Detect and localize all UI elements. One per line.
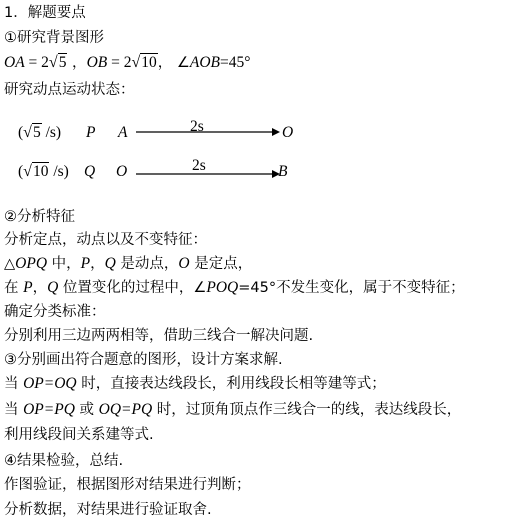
step2-line2: △OPQ 中，P，Q 是动点，O 是定点， — [4, 255, 253, 272]
step2-line1: 分析定点，动点以及不变特征： — [4, 232, 207, 248]
motion-row-p — [0, 118, 531, 152]
start-point-o: O — [116, 163, 128, 180]
oa-radical: √5 — [48, 54, 67, 71]
step2-line3: 在 P，Q 位置变化的过程中，∠POQ=45°不发生变化，属于不变特征； — [4, 279, 465, 296]
motion-arrow-p — [134, 118, 282, 152]
step4-line1: 作图验证，根据图形对结果进行判断； — [4, 477, 251, 493]
given-lengths-line — [4, 53, 250, 75]
oa-equals: = 2 — [24, 54, 49, 71]
separator: ， ∠ — [157, 55, 190, 71]
triangle-name: OPQ — [15, 255, 48, 272]
ob-label: OB — [86, 54, 108, 71]
speed-p: (√5 /s) — [18, 124, 62, 141]
time-label-p: 2s — [190, 118, 204, 135]
ob-radical: √10 — [131, 54, 157, 71]
condition-op-pq: OP=PQ — [23, 401, 75, 418]
separator: ， — [67, 55, 87, 71]
speed-q: (√10 /s) — [18, 163, 69, 180]
step4-title: ④结果检验，总结. — [4, 453, 124, 469]
angle-poq: POQ — [206, 279, 239, 296]
speed-p-radicand: 5 — [32, 124, 41, 141]
step2-line5: 分别利用三边两两相等，借助三线合一解决问题. — [4, 328, 314, 344]
time-label-q: 2s — [192, 157, 206, 174]
speed-q-radicand: 10 — [32, 163, 49, 180]
step3-line3: 利用线段间关系建等式. — [4, 427, 154, 443]
ob-equals: = 2 — [107, 54, 132, 71]
step3-line2: 当 OP=PQ 或 OQ=PQ 时，过顶角顶点作三线合一的线，表达线段长， — [4, 401, 462, 418]
motion-intro: 研究动点运动状态： — [4, 82, 135, 98]
condition-op-oq: OP=OQ — [23, 375, 77, 392]
angle-label: AOB — [189, 54, 221, 71]
step3-line1: 当 OP=OQ 时，直接表达线段长，利用线段长相等建等式； — [4, 375, 386, 392]
motion-row-q — [0, 157, 531, 191]
moving-point-q: Q — [84, 163, 96, 180]
end-point-b: B — [278, 163, 288, 180]
oa-label: OA — [4, 54, 25, 71]
step2-title: ②分析特征 — [4, 209, 75, 225]
step1-title: ①研究背景图形 — [4, 30, 104, 46]
ob-radicand: 10 — [141, 54, 157, 71]
section-heading: 1．解题要点 — [4, 5, 86, 21]
condition-oq-pq: OQ=PQ — [98, 401, 153, 418]
angle-value: =45° — [220, 54, 251, 71]
oa-radicand: 5 — [58, 54, 67, 71]
end-point-o: O — [282, 124, 294, 141]
step3-title: ③分别画出符合题意的图形，设计方案求解. — [4, 352, 283, 368]
moving-point-p: P — [86, 124, 96, 141]
motion-arrow-q — [134, 157, 282, 191]
step2-line4: 确定分类标准： — [4, 304, 106, 320]
start-point-a: A — [118, 124, 128, 141]
step4-line2: 分析数据，对结果进行验证取舍. — [4, 502, 212, 518]
